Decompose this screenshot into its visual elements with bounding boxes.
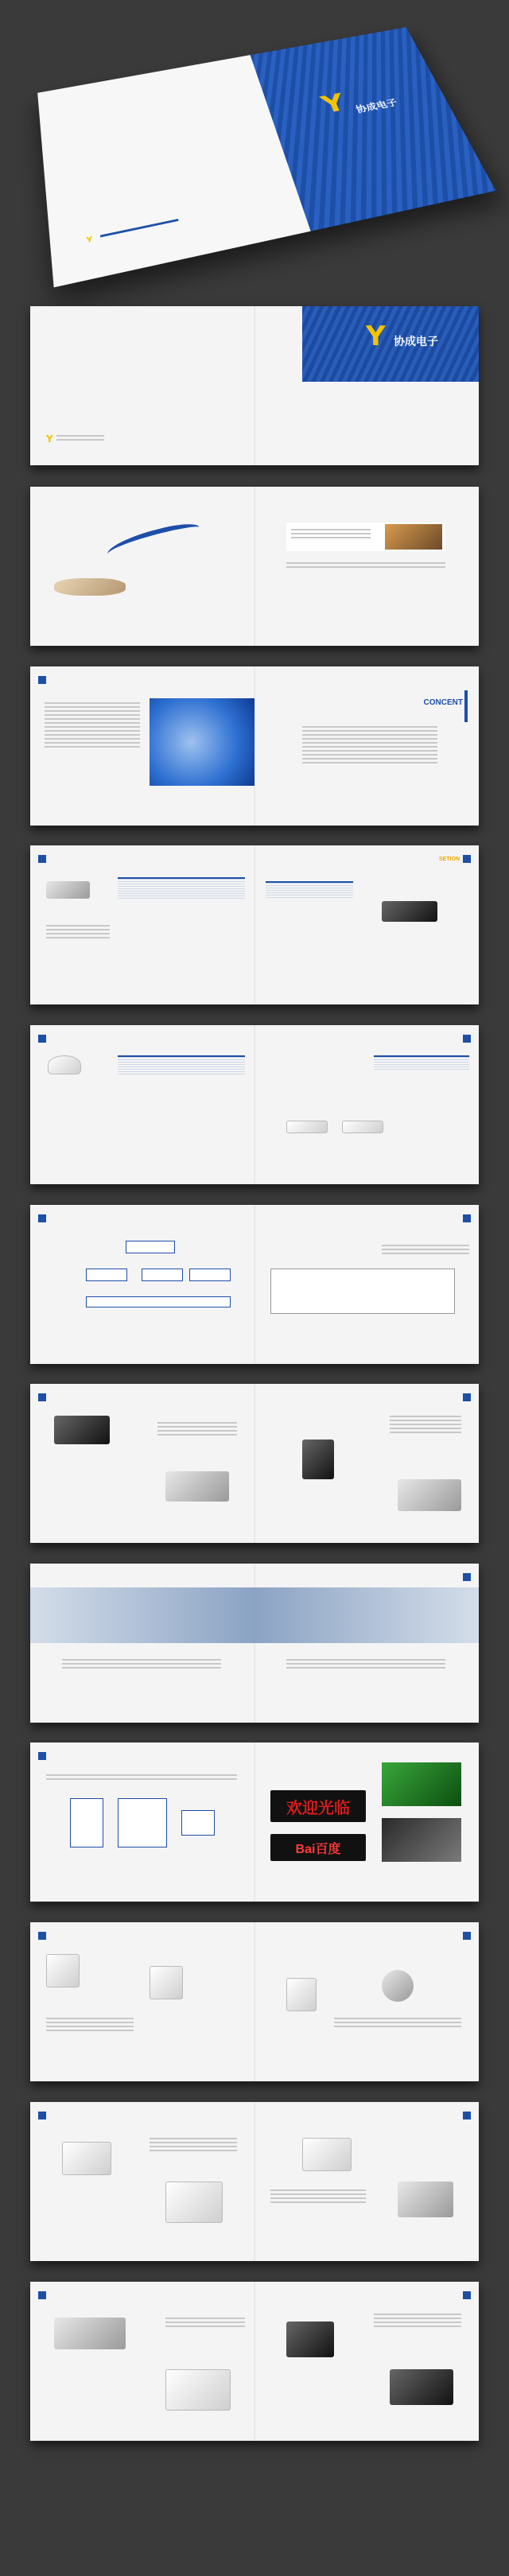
header-square-icon [463,2291,471,2299]
cover-mockup [0,0,509,302]
header-square-icon [463,1035,471,1043]
spread-office-equipment [30,2282,479,2441]
attendance-device-image [46,1954,80,1987]
page-header [463,1929,471,1943]
diagram-node [126,1241,175,1253]
projectors-left [30,1384,254,1543]
laser-printer-image [62,2142,111,2175]
stones-image [54,578,126,596]
fingerprint-device-image [286,1978,317,2011]
box-camera-image-2 [342,1121,383,1133]
box-camera-image [286,1121,328,1133]
header-brand-en: SETION [438,856,460,862]
office-specs [165,2318,245,2329]
inkjet-printer-image [302,2138,352,2171]
header-square-icon [463,1393,471,1401]
header-square-icon [38,1035,46,1043]
page-header [463,1390,471,1405]
page-header [38,673,46,687]
office-specs-2 [374,2314,461,2329]
camera-spec-table [266,881,353,898]
visualizer-image [302,1440,334,1479]
led-flow-node [70,1798,103,1847]
spread-intro [30,487,479,646]
projectors-right [254,1384,479,1543]
cameras-right [254,845,479,1004]
printer-specs [150,2138,237,2154]
page-header [463,1032,471,1046]
page-header [38,1211,46,1226]
header-square-icon [38,855,46,863]
camera-description [46,925,110,941]
spread-projectors [30,1384,479,1543]
office-left [30,2282,254,2441]
spread-cover-flat [30,306,479,465]
led-screen-baidu: Bai百度 [270,1834,366,1861]
led-flow-node [181,1810,215,1836]
led-screen-red: 欢迎光临 [270,1790,366,1822]
attendance-text [46,2018,134,2034]
mfp-printer-image [398,2182,453,2217]
cameras-left [30,845,254,1004]
front-cover [254,306,479,465]
back-cover [30,306,254,465]
page-header [38,2288,46,2302]
cover-book [37,27,495,287]
page-header [38,1390,46,1405]
intro-right [254,487,479,646]
y-logo-icon: Y [366,321,386,352]
contents-title: CONCENT [423,698,463,707]
front-cover-blue-block [302,306,479,382]
camera-spec-table [118,877,245,899]
spread-attendance [30,1922,479,2081]
page-header [38,1749,46,1763]
diagram-node [142,1269,183,1281]
spread-contents [30,666,479,826]
cover-blue-panel [251,27,496,231]
y-logo-icon: Y [317,89,350,119]
company-profile-text [45,702,140,750]
spread-system-diagram [30,1205,479,1364]
led-indoor-photo [382,1818,461,1862]
spread-cameras-2 [30,1025,479,1184]
spread-access-control [30,1564,479,1723]
contents-list [302,726,437,766]
page-header [38,1929,46,1943]
attendance-device-image-2 [150,1966,183,1999]
printers-left [30,2102,254,2261]
led-right [254,1743,479,1902]
cover-brand-name: 协成电子 [354,97,399,115]
computer-set-image [390,2369,453,2405]
monitor-image [286,2322,334,2357]
attendance-right [254,1922,479,2081]
dome-camera-image [48,1055,81,1074]
attendance-left [30,1922,254,2081]
led-left [30,1743,254,1902]
header-square-icon [463,855,471,863]
diagram-bus [86,1296,231,1307]
laser-printer-image-2 [165,2182,223,2223]
header-square-icon [38,1932,46,1940]
copier-image [54,2318,126,2349]
access-description [62,1659,221,1671]
header-square-icon [463,1214,471,1222]
diagram-right [254,1205,479,1364]
y-logo-icon: Y [46,433,53,445]
page-header [463,2288,471,2302]
diagram-node [86,1269,127,1281]
camera-image [46,881,90,899]
back-cover-logo [46,433,104,445]
intro-paragraph [286,562,445,570]
domes-left [30,1025,254,1184]
page-header [439,852,471,866]
intro-left [30,487,254,646]
office-right [254,2282,479,2441]
spread-led-display [30,1743,479,1902]
printer-specs-2 [270,2189,366,2205]
projector-specs [157,1422,237,1438]
diagram-notes [382,1245,469,1257]
blue-swoosh [105,519,203,562]
visualizer-specs [390,1416,461,1436]
header-square-icon [463,2112,471,2119]
executive-photo [385,524,442,550]
page-header [463,1211,471,1226]
contents-bar [464,690,468,722]
intro-text-lines [291,529,371,541]
y-logo-icon: Y [85,235,94,245]
cover-footer-line [100,219,179,237]
page-header [38,852,46,866]
domes-right [254,1025,479,1184]
access-left [30,1564,254,1723]
contents-page [254,666,479,826]
company-profile-page [30,666,254,826]
page-header [38,2108,46,2123]
header-square-icon [38,1393,46,1401]
header-square-icon [463,1573,471,1581]
bullet-camera-image [382,901,437,922]
back-cover-text-lines [56,435,104,443]
spread-printers [30,2102,479,2261]
page-header [463,1570,471,1584]
portrait-panel [286,523,445,551]
header-square-icon [38,2112,46,2119]
spread-cameras-1 [30,845,479,1004]
page-header [38,1032,46,1046]
diagram-node [189,1269,231,1281]
access-description-2 [286,1659,445,1671]
diagram-left [30,1205,254,1364]
led-intro [46,1774,237,1782]
header-square-icon [463,1932,471,1940]
printers-right [254,2102,479,2261]
header-square-icon [38,2291,46,2299]
network-diagram [270,1269,455,1314]
cover-footer-logo [85,212,191,243]
front-cover-brand: 协成电子 [394,335,438,348]
access-banner-2 [254,1587,479,1643]
projector-image-2 [165,1471,229,1502]
projector-image [54,1416,110,1444]
access-right [254,1564,479,1723]
control-panel-image [398,1479,461,1511]
page-header [463,2108,471,2123]
header-square-icon [38,1752,46,1760]
header-square-icon [38,676,46,684]
attendance-text-2 [334,2018,461,2030]
speaker-device-image [382,1970,414,2002]
led-outdoor-photo [382,1762,461,1806]
header-square-icon [38,1214,46,1222]
mfp-image [165,2369,231,2411]
gear-image [150,698,254,786]
dome-spec-table [118,1055,245,1074]
access-banner [30,1587,254,1643]
box-camera-spec-table [374,1055,469,1070]
led-flow-node [118,1798,167,1847]
